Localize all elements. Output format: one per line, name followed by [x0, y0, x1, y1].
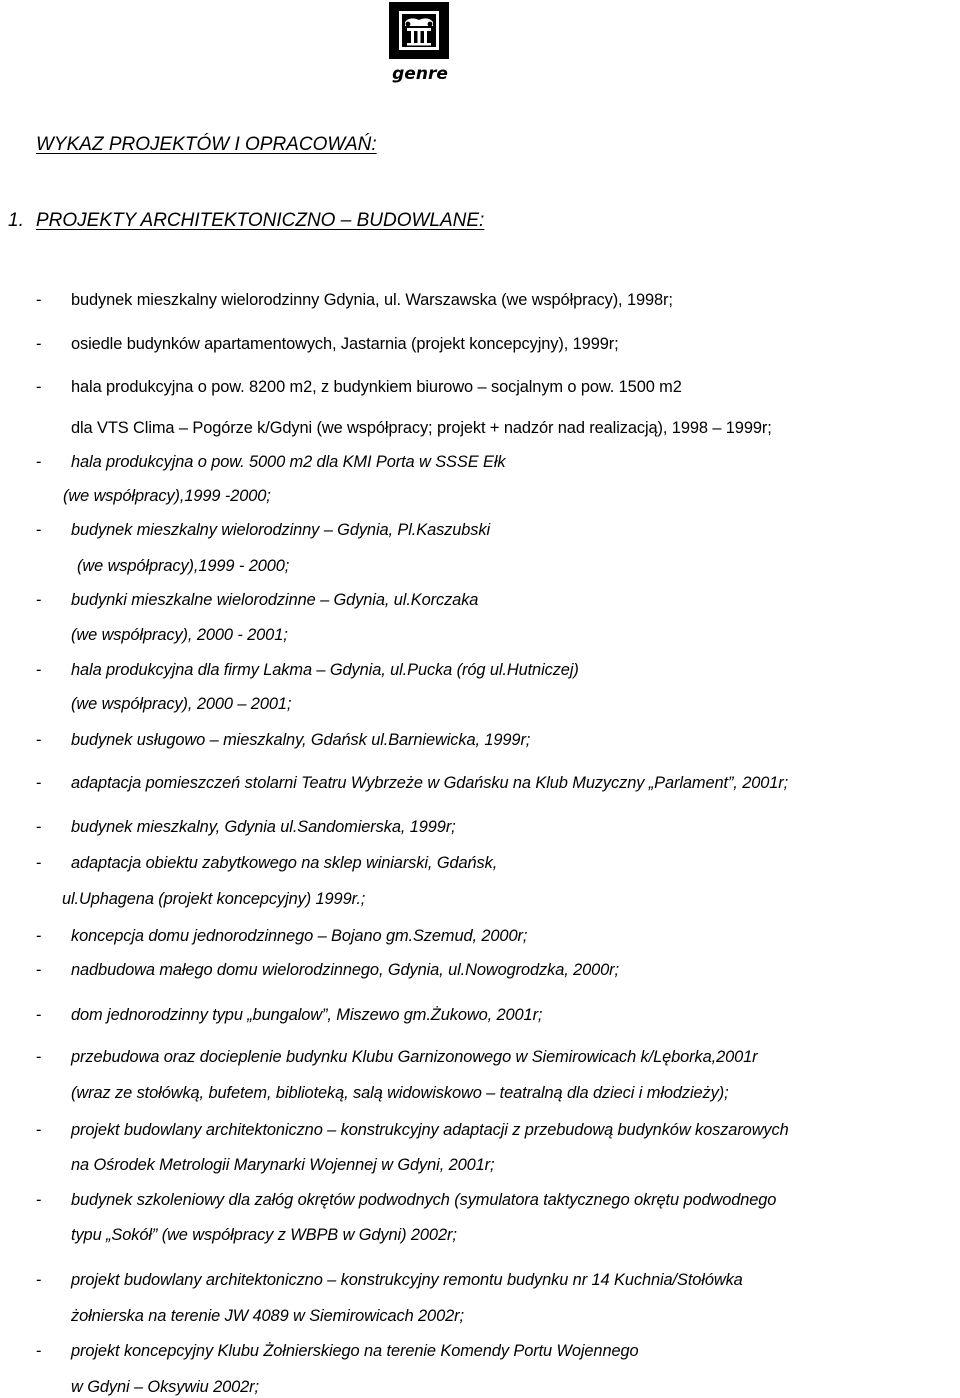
list-item-line: hala produkcyjna dla firmy Lakma – Gdynia, ul.Pucka (róg ul.Hutniczej) — [71, 661, 579, 679]
list-bullet: - — [36, 335, 42, 353]
list-bullet: - — [36, 1191, 42, 1209]
list-item-line: dla VTS Clima – Pogórze k/Gdyni (we współpracy; projekt + nadzór nad realizacją), 1998 – 1999r; — [71, 419, 772, 437]
list-item-line: hala produkcyjna o pow. 8200 m2, z budynkiem biurowo – socjalnym o pow. 1500 m2 — [71, 378, 682, 396]
list-bullet: - — [36, 453, 42, 471]
list-item-line: dom jednorodzinny typu „bungalow”, Miszewo gm.Żukowo, 2001r; — [71, 1006, 543, 1024]
list-item-line: projekt budowlany architektoniczno – konstrukcyjny remontu budynku nr 14 Kuchnia/Stołówka — [71, 1271, 743, 1289]
list-item-line: budynki mieszkalne wielorodzinne – Gdynia, ul.Korczaka — [71, 591, 479, 609]
list-bullet: - — [36, 854, 42, 872]
list-bullet: - — [36, 961, 42, 979]
list-item-line: adaptacja obiektu zabytkowego na sklep winiarski, Gdańsk, — [71, 854, 498, 872]
list-bullet: - — [36, 1121, 42, 1139]
list-item-line: projekt budowlany architektoniczno – konstrukcyjny adaptacji z przebudową budynków koszarowych — [71, 1121, 789, 1139]
list-item-line: osiedle budynków apartamentowych, Jastarnia (projekt koncepcyjny), 1999r; — [71, 335, 619, 353]
document-title: WYKAZ PROJEKTÓW I OPRACOWAŃ: — [36, 134, 377, 155]
list-item-line: (we współpracy),1999 - 2000; — [77, 557, 290, 575]
list-item-line: budynek mieszkalny wielorodzinny – Gdynia, Pl.Kaszubski — [71, 521, 491, 539]
list-bullet: - — [36, 774, 42, 792]
list-item-line: budynek usługowo – mieszkalny, Gdańsk ul.Barniewicka, 1999r; — [71, 731, 531, 749]
column-capital-icon — [387, 0, 453, 84]
list-bullet: - — [36, 521, 42, 539]
list-item-line: żołnierska na terenie JW 4089 w Siemirowicach 2002r; — [71, 1307, 464, 1325]
list-bullet: - — [36, 591, 42, 609]
list-item-line: nadbudowa małego domu wielorodzinnego, Gdynia, ul.Nowogrodzka, 2000r; — [71, 961, 619, 979]
list-item-line: (wraz ze stołówką, bufetem, biblioteką, salą widowiskowo – teatralną dla dzieci i młodzieży); — [71, 1084, 729, 1102]
list-item-line: typu „Sokół” (we współpracy z WBPB w Gdyni) 2002r; — [71, 1226, 457, 1244]
list-item-line: budynek mieszkalny, Gdynia ul.Sandomierska, 1999r; — [71, 818, 456, 836]
genre-logo — [387, 0, 453, 84]
list-item-line: ul.Uphagena (projekt koncepcyjny) 1999r.; — [62, 890, 366, 908]
list-item-line: na Ośrodek Metrologii Marynarki Wojennej w Gdyni, 2001r; — [71, 1156, 495, 1174]
list-item-line: budynek szkoleniowy dla załóg okrętów podwodnych (symulatora taktycznego okrętu podwodnego — [71, 1191, 777, 1209]
list-item-line: (we współpracy), 2000 - 2001; — [71, 626, 288, 644]
list-bullet: - — [36, 731, 42, 749]
list-bullet: - — [36, 1342, 42, 1360]
list-bullet: - — [36, 1271, 42, 1289]
list-item-line: w Gdyni – Oksywiu 2002r; — [71, 1378, 259, 1396]
section-heading — [8, 210, 485, 232]
section-number: 1. — [8, 210, 24, 231]
list-bullet: - — [36, 291, 42, 309]
list-item-line: przebudowa oraz docieplenie budynku Klubu Garnizonowego w Siemirowicach k/Lęborka,2001r — [71, 1048, 758, 1066]
list-item-line: adaptacja pomieszczeń stolarni Teatru Wybrzeże w Gdańsku na Klub Muzyczny „Parlament”, 2001r; — [71, 774, 789, 792]
list-bullet: - — [36, 661, 42, 679]
list-item-line: projekt koncepcyjny Klubu Żołnierskiego na terenie Komendy Portu Wojennego — [71, 1342, 639, 1360]
list-bullet: - — [36, 927, 42, 945]
list-item-line: (we współpracy), 2000 – 2001; — [71, 695, 292, 713]
list-bullet: - — [36, 378, 42, 396]
section-label: PROJEKTY ARCHITEKTONICZNO – BUDOWLANE: — [36, 210, 485, 231]
logo-wordmark: genre — [392, 64, 448, 84]
list-item-line: hala produkcyjna o pow. 5000 m2 dla KMI Porta w SSSE Ełk — [71, 453, 506, 471]
list-bullet: - — [36, 1006, 42, 1024]
list-bullet: - — [36, 1048, 42, 1066]
list-item-line: (we współpracy),1999 -2000; — [63, 487, 271, 505]
list-bullet: - — [36, 818, 42, 836]
list-item-line: budynek mieszkalny wielorodzinny Gdynia, ul. Warszawska (we współpracy), 1998r; — [71, 291, 673, 309]
list-item-line: koncepcja domu jednorodzinnego – Bojano gm.Szemud, 2000r; — [71, 927, 528, 945]
